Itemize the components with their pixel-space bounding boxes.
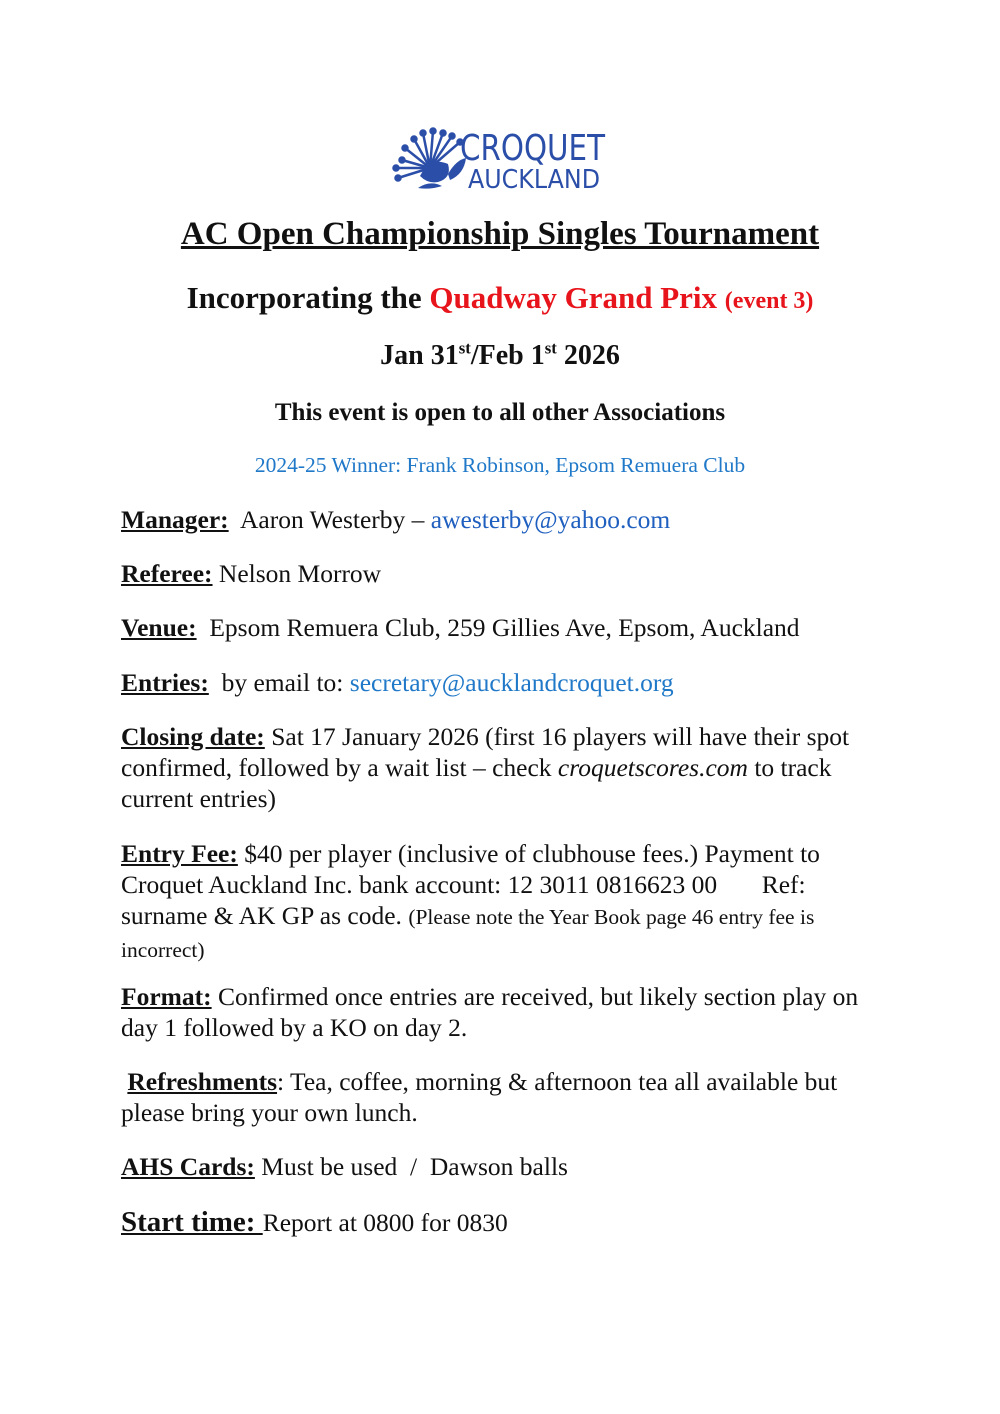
subtitle <box>0 280 1000 316</box>
start-time-line <box>121 1207 891 1238</box>
date-year: 2026 <box>556 340 620 371</box>
fee-label: Entry Fee: <box>121 839 238 868</box>
date-day1: Jan 31 <box>380 340 459 371</box>
date-suffix1: st <box>458 338 471 358</box>
refreshments-value: : Tea, coffee, morning & afternoon tea all available but please bring your own lunch. <box>121 1067 838 1127</box>
format-block <box>121 981 891 1043</box>
open-note: This event is open to all other Associations <box>274 399 726 426</box>
refreshments-block <box>121 1066 891 1128</box>
entry-fee-block <box>121 838 891 966</box>
event-number: (event 3) <box>724 288 814 314</box>
venue-value: Epsom Remuera Club, 259 Gillies Ave, Epsom, Auckland <box>209 613 800 642</box>
closing-date-block <box>121 721 891 814</box>
ahs-line <box>121 1151 891 1182</box>
closing-tail: to track current entries) <box>121 753 832 813</box>
event-dates <box>0 340 1000 372</box>
refreshments-label: Refreshments <box>127 1067 278 1096</box>
fee-value: $40 per player (inclusive of clubhouse fees.) Payment to Croquet Auckland Inc. bank account: 12 3011 0816623 00 Ref: surname & AK GP as code. <box>121 839 820 930</box>
venue-label: Venue: <box>121 613 197 642</box>
format-label: Format: <box>121 982 212 1011</box>
referee-line <box>121 558 891 589</box>
previous-winner: 2024-25 Winner: Frank Robinson, Epsom Remuera Club <box>254 453 746 477</box>
ahs-value: Must be used / Dawson balls <box>254 1152 568 1181</box>
referee-label: Referee: <box>121 559 213 588</box>
closing-label: Closing date: <box>121 722 265 751</box>
entries-label: Entries: <box>121 668 209 697</box>
entries-value: by email to: <box>221 668 350 697</box>
closing-value: Sat 17 January 2026 (first 16 players will have their spot confirmed, followed by a wait list – check <box>121 722 850 782</box>
subtitle-prefix: Incorporating the <box>186 280 430 315</box>
start-label: Start time: <box>121 1206 263 1238</box>
date-day2: /Feb 1 <box>470 340 545 371</box>
logo-line2: AUCKLAND <box>468 165 600 195</box>
venue-line <box>121 612 891 643</box>
manager-line <box>121 504 891 535</box>
croquet-auckland-logo <box>390 118 610 195</box>
ahs-label: AHS Cards: <box>121 1152 255 1181</box>
entries-line <box>121 667 891 698</box>
entries-email-link[interactable]: secretary@aucklandcroquet.org <box>349 668 674 697</box>
closing-site: croquetscores.com <box>557 753 748 782</box>
fee-note: (Please note the Year Book page 46 entry fee is incorrect) <box>121 905 815 962</box>
grand-prix-name: Quadway Grand Prix <box>429 280 718 315</box>
date-suffix2: st <box>544 338 557 358</box>
start-value: Report at 0800 for 0830 <box>262 1208 508 1237</box>
manager-label: Manager: <box>121 505 229 534</box>
logo-line1: CROQUET <box>460 128 606 169</box>
referee-value: Nelson Morrow <box>212 559 382 588</box>
page-title: AC Open Championship Singles Tournament <box>180 216 820 252</box>
manager-email-link[interactable]: awesterby@yahoo.com <box>430 505 671 534</box>
format-value: Confirmed once entries are received, but likely section play on day 1 followed by a KO on day 2. <box>121 982 859 1042</box>
manager-name: Aaron Westerby – <box>239 505 431 534</box>
